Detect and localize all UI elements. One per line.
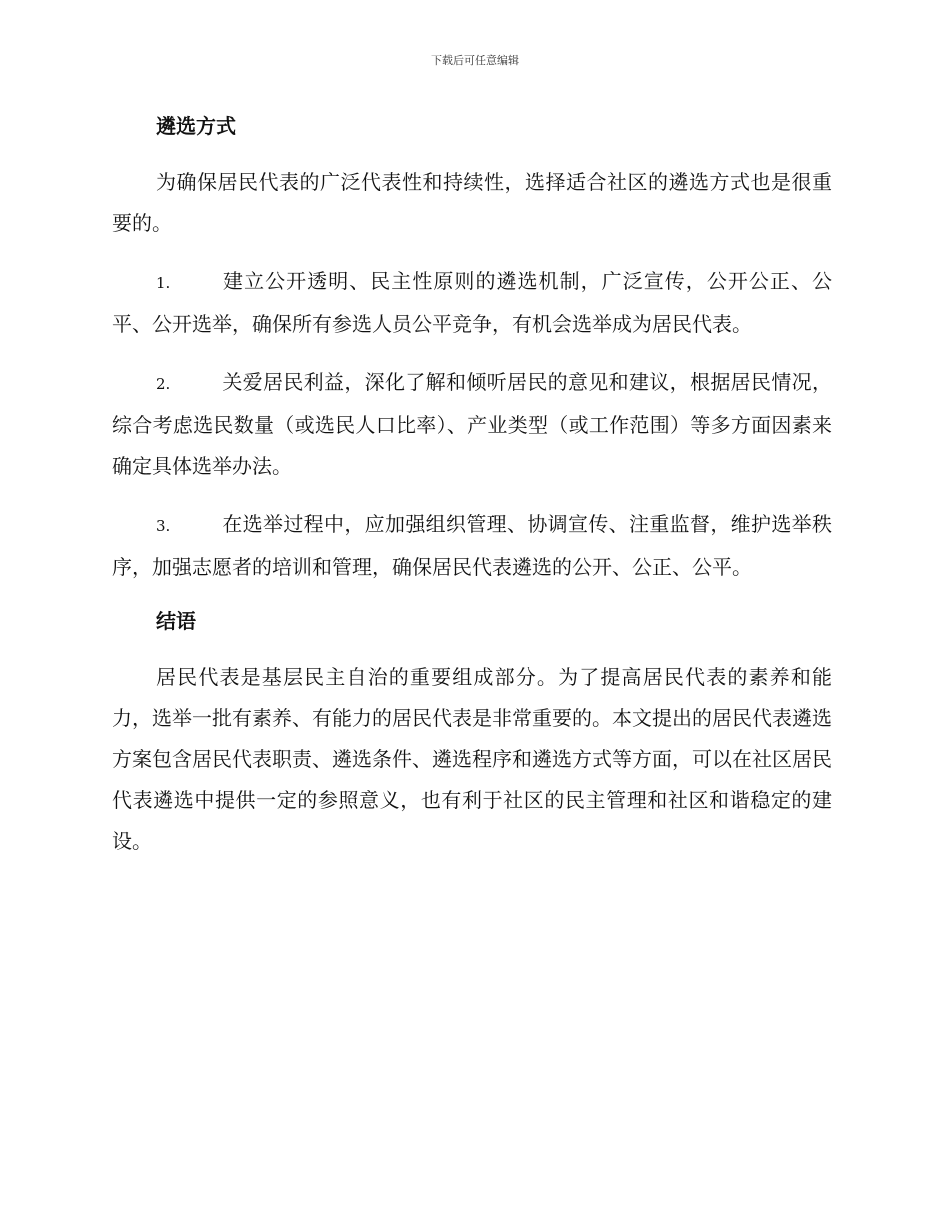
list-item-text: 关爱居民利益，深化了解和倾听居民的意见和建议，根据居民情况，综合考虑选民数量（或选民人口比率）、产业类型（或工作范围）等多方面因素来确定具体选举办法。 bbox=[112, 370, 832, 478]
document-content bbox=[112, 110, 832, 879]
list-item-text: 建立公开透明、民主性原则的遴选机制，广泛宣传，公开公正、公平、公开选举，确保所有参选人员公平竞争，有机会选举成为居民代表。 bbox=[112, 269, 832, 336]
section-intro-paragraph: 为确保居民代表的广泛代表性和持续性，选择适合社区的遴选方式也是很重要的。 bbox=[112, 170, 832, 235]
list-item-1 bbox=[112, 261, 832, 345]
section-heading-selection-method: 遴选方式 bbox=[156, 114, 236, 138]
list-number: 3. bbox=[156, 517, 171, 535]
list-number: 1. bbox=[156, 274, 171, 292]
list-number: 2. bbox=[156, 375, 171, 393]
list-item-text: 在选举过程中，应加强组织管理、协调宣传、注重监督，维护选举秩序，加强志愿者的培训和管理，确保居民代表遴选的公开、公正、公平。 bbox=[112, 512, 832, 579]
conclusion-paragraph: 居民代表是基层民主自治的重要组成部分。为了提高居民代表的素养和能力，选举一批有素养、有能力的居民代表是非常重要的。本文提出的居民代表遴选方案包含居民代表职责、遴选条件、遴选程序和遴选方式等方面，可以在社区居民代表遴选中提供一定的参照意义，也有利于社区的民主管理和社区和谐稳定的建设。 bbox=[112, 665, 832, 853]
header-note: 下载后可任意编辑 bbox=[431, 54, 519, 67]
section-heading-conclusion: 结语 bbox=[156, 609, 196, 633]
list-item-2 bbox=[112, 362, 832, 487]
list-item-3 bbox=[112, 504, 832, 588]
